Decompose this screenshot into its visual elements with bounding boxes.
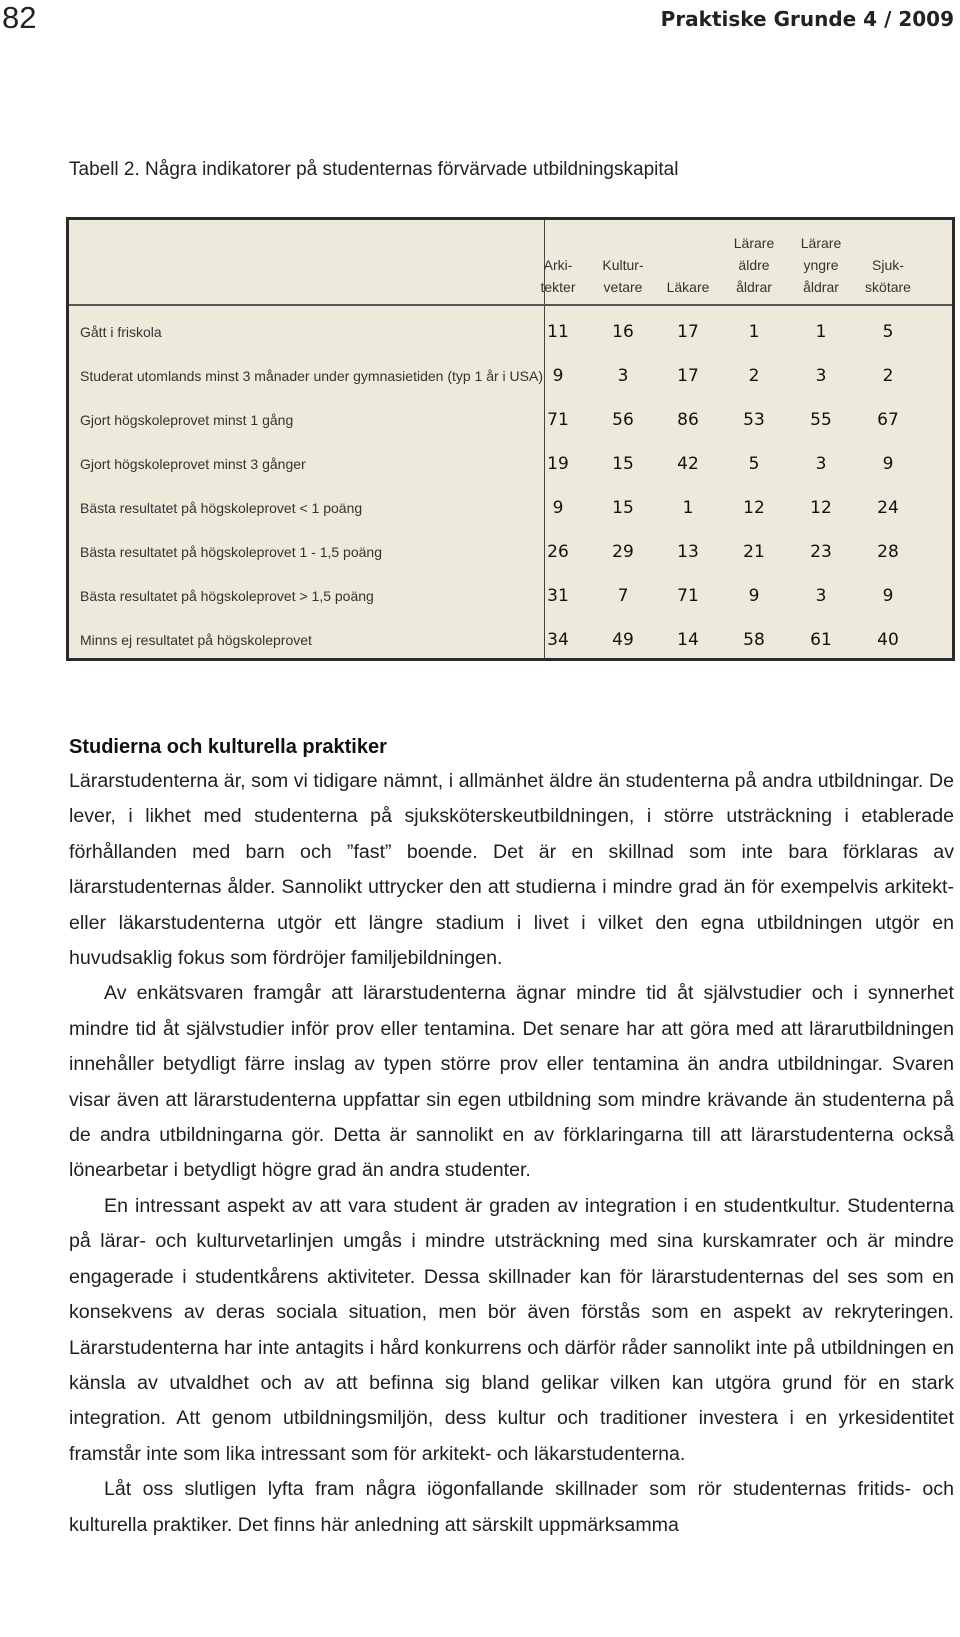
table-cell: 14 [677,630,699,650]
table-cell: 16 [612,322,634,342]
table-caption: Tabell 2. Några indikatorer på studenternas förvärvade utbildningskapital [69,159,679,180]
table-cell: 42 [677,454,699,474]
table-cell: 13 [677,542,699,562]
table-cell: 17 [677,322,699,342]
table-cell: 56 [612,410,634,430]
table-cell: 86 [677,410,699,430]
table-cell: 9 [882,454,894,474]
table-cell: 15 [612,498,634,518]
column-header-lakare: Läkare [666,279,710,295]
table-cell: 9 [748,586,760,606]
column-header-larare-yngre: Lärare yngre åldrar [800,235,842,295]
table-cell: 67 [877,410,899,430]
table-cell: 3 [617,366,629,386]
table-cell: 34 [547,630,569,650]
row-label: Bästa resultatet på högskoleprovet 1 - 1,5 poäng [80,544,382,560]
table-cell: 26 [547,542,569,562]
column-header-arkitekter: Arki- tekter [540,257,576,295]
table-cell: 9 [552,366,564,386]
paragraph: Låt oss slutligen lyfta fram några iögonfallande skillnader som rör studenternas fritids- och kulturella praktiker. Det finns här anledning att särskilt uppmärksamma [69,1478,954,1536]
paragraph: Lärarstudenterna är, som vi tidigare nämnt, i allmänhet äldre än studenterna på andra utbildningar. De lever, i likhet med studenterna på sjuksköterskeutbildningen, i större utsträckning i etablerade förhållanden med barn och ”fast” boende. Det är en skillnad som inte bara förklaras av lärarstudenternas ålder. Sannolikt uttrycker den att studierna i mindre grad än för exempelvis arkitekt- eller läkarstudenterna utgör ett längre stadium i livet i vilket den egna utbildningen utgör en huvudsaklig fokus som fördröjer familjebildningen. [69,770,954,970]
page-number: 82 [2,0,37,35]
table-cell: 49 [612,630,634,650]
paragraph: Av enkätsvaren framgår att lärarstudenterna ägnar mindre tid åt självstudier och i synnerhet mindre tid åt självstudier inför prov eller tentamina. Det senare har att göra med att lärarutbildningen innehåller betydligt färre inslag av typen större prov eller tentamina än andra utbildningar. Svaren visar även att lärarstudenterna uppfattar sin egen utbildning som mindre krävande än studenterna på de andra utbildningarna gör. Detta är sannolikt en av förklaringarna till att lärarstudenterna också lönearbetar i betydligt högre grad än andra studenter. [69,982,954,1182]
row-label: Gjort högskoleprovet minst 1 gång [80,412,294,428]
table-row [69,537,952,567]
table-row [69,405,952,435]
row-label: Bästa resultatet på högskoleprovet > 1,5 poäng [80,588,374,604]
table-cell: 7 [617,586,629,606]
table-cell: 28 [877,542,899,562]
table-cell: 31 [547,586,569,606]
table-cell: 71 [547,410,569,430]
table-cell: 2 [748,366,760,386]
table-cell: 53 [743,410,765,430]
table-cell: 24 [877,498,899,518]
data-table [66,217,955,661]
body-text [69,764,954,1543]
table-cell: 3 [815,366,827,386]
row-label: Bästa resultatet på högskoleprovet < 1 poäng [80,500,363,516]
section-heading: Studierna och kulturella praktiker [69,736,387,758]
table-cell: 1 [815,322,827,342]
table-row [69,581,952,611]
table-cell: 1 [748,322,760,342]
table-cell: 3 [815,454,827,474]
table-cell: 3 [815,586,827,606]
table-row [69,361,952,391]
table-cell: 12 [743,498,765,518]
table-row [69,317,952,347]
table-cell: 29 [612,542,634,562]
row-label: Gjort högskoleprovet minst 3 gånger [80,456,306,472]
table-cell: 55 [810,410,832,430]
table-cell: 71 [677,586,699,606]
table-cell: 23 [810,542,832,562]
paragraph: En intressant aspekt av att vara student är graden av integration i en studentkultur. Studenterna på lärar- och kulturvetarlinjen umgås i mindre utsträckning med sina kurskamrater och är mindre engagerade i studentkårens aktiviteter. Dessa skillnader kan för lärarstudenternas del ses som en konsekvens av deras sociala situation, men bör även förstås som en aspekt av rekryteringen. Lärarstudenterna har inte antagits i hård konkurrens och därför råder sannolikt inte på utbildningen en känsla av utvaldhet och av att befinna sig bland gelikar vilken kan utgöra grund för en stark integration. Att genom utbildningsmiljön, dess kultur och traditioner investera i en yrkesidentitet framstår inte som lika intressant som för arkitekt- och läkarstudenterna. [69,1194,954,1465]
column-header-sjukskotare: Sjuk- skötare [865,257,911,295]
row-label: Studerat utomlands minst 3 månader under gymnasietiden (typ 1 år i USA) [80,368,544,384]
table-cell: 5 [882,322,894,342]
row-label: Gått i friskola [80,324,162,340]
table-cell: 9 [552,498,564,518]
running-title: Praktiske Grunde 4 / 2009 [660,7,954,31]
table-cell: 15 [612,454,634,474]
column-header-kulturvetare: Kultur- vetare [602,257,644,295]
table-cell: 61 [810,630,832,650]
table-row [69,493,952,523]
table-cell: 19 [547,454,569,474]
header-rule [69,304,952,306]
table-cell: 1 [682,498,694,518]
table-row [69,625,952,655]
table-cell: 21 [743,542,765,562]
table-cell: 17 [677,366,699,386]
table-row [69,449,952,479]
row-label: Minns ej resultatet på högskoleprovet [80,632,312,648]
table-cell: 9 [882,586,894,606]
table-cell: 12 [810,498,832,518]
column-header-larare-aldre: Lärare äldre åldrar [733,235,775,295]
table-cell: 40 [877,630,899,650]
table-cell: 11 [547,322,569,342]
table-cell: 2 [882,366,894,386]
table-cell: 5 [748,454,760,474]
table-cell: 58 [743,630,765,650]
